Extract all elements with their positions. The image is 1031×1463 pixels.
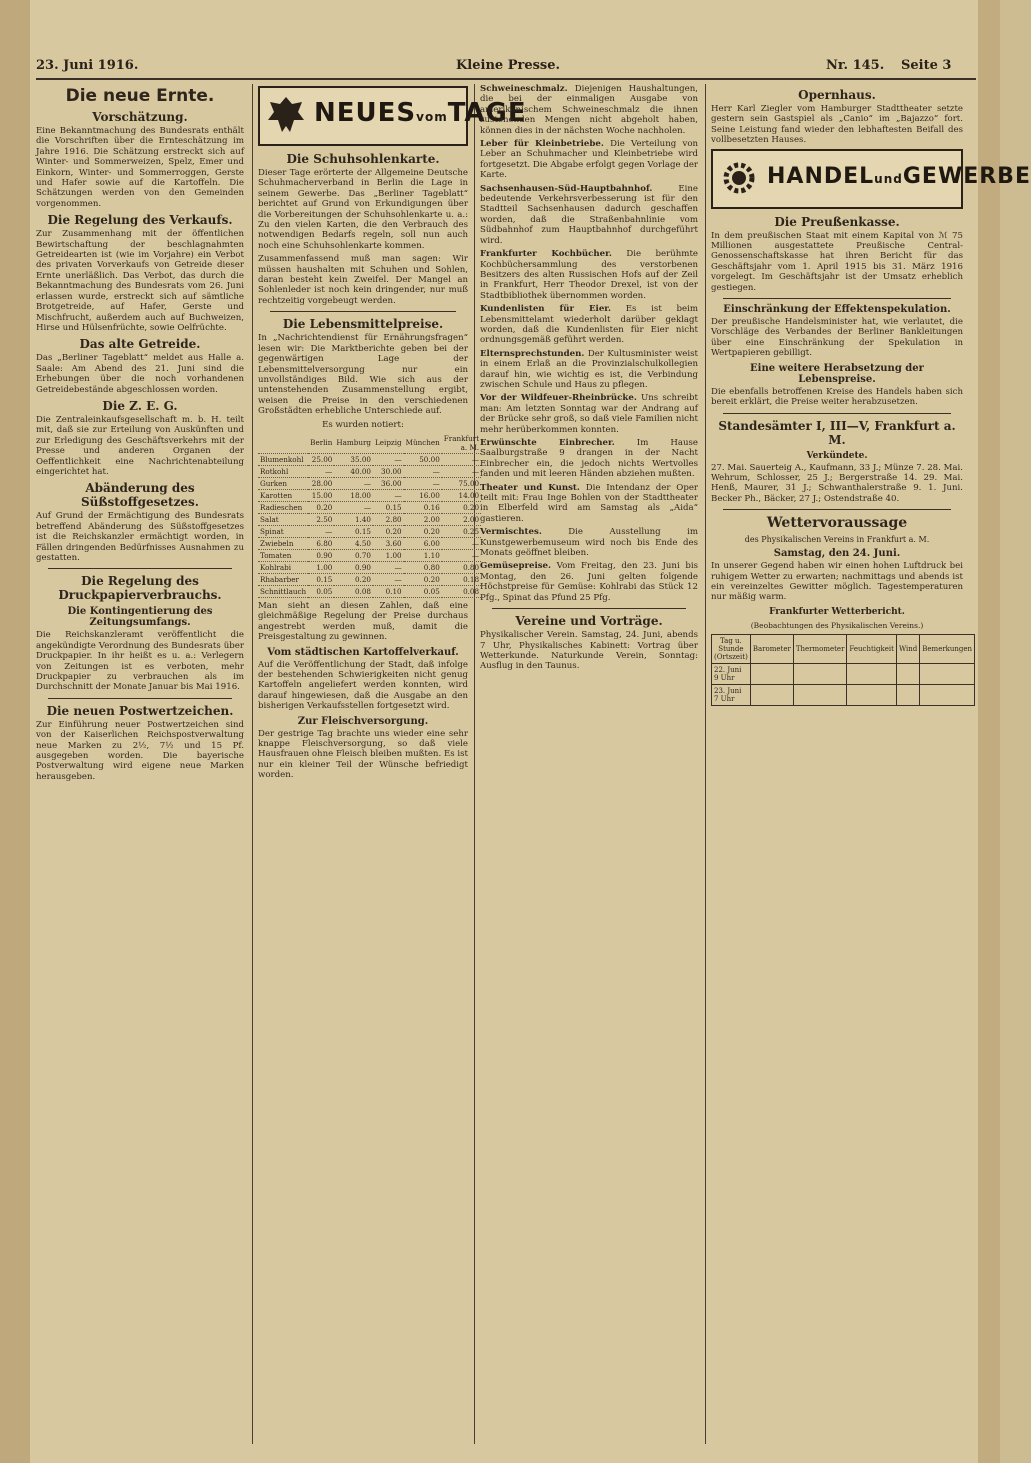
news-heading: Gemüsepreise. [480,561,552,572]
news-heading: Frankfurter Kochbücher. [480,249,612,260]
table-cell: 0.15 [308,573,334,585]
table-cell: 0.20 [334,573,373,585]
section-heading: Die neuen Postwertzeichen. [46,703,234,718]
section-heading: Die Lebensmittelpreise. [282,317,444,332]
table-cell: 22. Juni 9 Uhr [712,663,751,684]
table-cell: 3.60 [373,537,404,549]
column-rule [705,84,706,1444]
article-text: Die ebenfalls betroffenen Kreise des Handels haben sich bereit erklärt, die Preise weiter herabzusetzen. [711,386,963,408]
table-header-cell: Tag u. Stunde (Ortszeit) [712,634,751,663]
table-cell: 0.25 [442,525,481,537]
table-header-cell: Wind [896,634,919,663]
table-cell: Radieschen [258,501,308,513]
weather-row [712,663,975,684]
table-header-cell: Feuchtigkeit [847,634,897,663]
table-cell [793,684,847,705]
table-cell: — [442,465,481,477]
table-cell: Zwiebeln [258,537,308,549]
table-cell: 75.00 [442,477,481,489]
masthead-number: Nr. 145. [826,58,885,73]
table-cell: 2.00 [442,513,481,525]
table-cell: 1.00 [373,549,404,561]
table-cell: 0.20 [442,501,481,513]
article-text: Eine Bekanntmachung des Bundesrats enthält die Vorschriften über die Ernteschätzung im Jahre 1916. Die Schätzung erstreckt sich auf Winter- und Sommerweizen, Spelz, Emer und Einkorn, Winter- und Sommerroggen, Gerste und Hafer sowie auf die Kartoffeln. Die Schätzungen werden von den Gemeinden vorgenommen. [36,126,244,209]
article-text: Zur Zusammenhang mit der öffentlichen Bewirtschaftung der beschlagnahmten Getreidearten ist (wie im Vorjahre) ein Verbot des privaten Vorverkaufs von Getreide dieser Ernte unerläßlich. Das Verbot, das durch die Bekanntmachung des Bundesrats vom 26. Juni erlassen wurde, erstreckt sich auf sämtliche Brotgetreide, auf Hafer, Gerste und Mischfrucht, außerdem auch auf Buchweizen, Hirse und Hülsenfrüchte, sowie Oelfrüchte. [36,229,244,333]
weather-row [712,684,975,705]
price-row [258,453,481,465]
table-cell: 2.80 [373,513,404,525]
table-cell: 0.90 [334,561,373,573]
table-cell: Spinat [258,525,308,537]
column-1 [36,84,244,1444]
table-header-cell: Leipzig [373,433,404,454]
table-cell: 6.80 [308,537,334,549]
table-header-cell [258,433,308,454]
table-cell: 0.16 [404,501,442,513]
handel-und-gewerbe-banner [711,149,1031,209]
price-row [258,525,481,537]
news-heading: Schweineschmalz. [480,84,568,94]
table-cell: — [308,465,334,477]
article-text: Der gestrige Tag brachte uns wieder eine sehr knappe Fleischversorgung, so daß viele Hausfrauen ohne Fleisch bleiben mußten. Es ist nur ein kleiner Teil der Wünsche befriedigt worden. [258,728,468,781]
divider [723,298,951,299]
divider [270,311,456,312]
article-text: Die Reichskanzleramt veröffentlicht die angekündigte Verordnung des Bundesrats über Druckpapier. In ihr heißt es u. a.: Verlegern von Zeitungen ist es verboten, mehr Druckpapier zu verbrauchen als im Durchschnitt der Monate Januar bis Mai 1916. [36,630,244,693]
article-text: Das „Berliner Tageblatt“ meldet aus Halle a. Saale: Am Abend des 21. Juni sind die Erhebungen über die noch vorhandenen Getreidebestände abgeschlossen worden. [36,353,244,395]
table-cell [896,663,919,684]
news-text: Die berühmte Kochbüchersammlung des verstorbenen Besitzers des alten Russischen Hofs auf der Zeil in Frankfurt, Herr Theodor Drexel, ist von der Stadtbibliothek übernommen worden. [480,249,698,301]
table-cell: 28.00 [308,477,334,489]
table-header-cell: Hamburg [334,433,373,454]
news-text: Eine bedeutende Verkehrsverbesserung ist für den Stadtteil Sachsenhausen dadurch geschaffen worden, daß die Straßenbahnlinie vom Südbahnhof zum Hauptbahnhof durchgeführt wird. [480,183,698,246]
eagle-emblem-icon [266,94,306,136]
divider [723,509,951,510]
news-heading: Kundenlisten für Eier. [480,304,612,315]
section-heading: Die Z. E. G. [102,398,178,413]
news-text: Die Intendanz der Oper teilt mit: Frau Inge Bohlen von der Stadttheater in Elberfeld wird am Samstag als „Aida“ gastieren. [480,482,699,524]
price-row [258,501,481,513]
table-cell: 0.15 [373,501,404,513]
neues-vom-tage-banner [258,86,527,146]
price-row [258,549,481,561]
table-cell: 0.05 [308,585,334,597]
gear-emblem-icon [719,157,759,199]
table-header-cell: Frankfurt a. M. [443,433,480,452]
forecast-date: Samstag, den 24. Juni. [773,548,901,560]
news-heading: Erwünschte Einbrecher. [480,438,615,448]
news-heading: Elternsprechstunden. [480,348,585,359]
news-heading: Sachsenhausen-Süd-Hauptbahnhof. [480,183,653,194]
section-heading: Eine weitere Herabsetzung der Lebenspreise. [750,362,924,385]
news-heading: Leber für Kleinbetriebe. [480,139,604,150]
table-cell: 0.08 [442,585,481,597]
table-cell: 23. Juni 7 Uhr [712,684,751,705]
masthead-page: Seite 3 [901,58,952,73]
section-heading: Abänderung des Süßstoffgesetzes. [80,481,199,510]
table-cell: 6.00 [404,537,442,549]
table-cell: 50.00 [404,453,442,465]
section-heading: Frankfurter Wetterbericht. [769,606,905,617]
table-cell: 35.00 [334,453,373,465]
table-cell: Gurken [258,477,308,489]
section-heading: Einschränkung der Effektenspekulation. [723,304,951,316]
table-cell: 30.00 [373,465,404,477]
price-row [258,561,481,573]
table-cell: 0.80 [404,561,442,573]
table-cell [920,663,975,684]
section-heading: Die Regelung des Druckpapierverbrauchs. [58,574,222,603]
table-cell: 0.80 [442,561,481,573]
article-text: Zusammenfassend muß man sagen: Wir müssen haushalten mit Schuhen und Sohlen, daran besteht kein Zweifel. Der Mangel an Sohlenleder ist noch kein dringender, nur muß rechtzeitig vorgebeugt werden. [258,254,468,306]
masthead [36,56,976,80]
news-text: Die Verteilung von Leber an Schuhmacher und Kleinbetriebe wird fortgesetzt. Die Abgabe erfolgt gegen Vorlage der Karte. [480,139,699,181]
section-subheading: (Beobachtungen des Physikalischen Vereins.) [750,620,924,630]
article-text: Auf die Veröffentlichung der Stadt, daß infolge der bestehenden Schwierigkeiten nicht genug Kartoffeln angeliefert werden konnten, wird darauf hingewiesen, daß die Ausgabe an den bisherigen Verkaufsstellen fortgesetzt wird. [258,659,468,712]
table-cell: — [334,501,373,513]
section-subheading: Die Kontingentierung des Zeitungsumfangs. [67,606,213,629]
banner-text: NEUESvomTAGE [314,98,527,128]
price-row [258,489,481,501]
table-header-cell: München [404,433,442,454]
table-header-cell: Barometer [750,634,793,663]
table-cell: 0.70 [334,549,373,561]
table-cell: 2.50 [308,513,334,525]
table-cell: Blumenkohl [258,453,308,465]
table-cell: Rotkohl [258,465,308,477]
news-text: Der Kultusminister weist in einem Erlaß an die Provinzialschulkollegien darauf hin, wie wichtig es ist, die Verbindung zwischen Schule und Haus zu pflegen. [480,348,698,390]
table-cell: Rhabarber [258,573,308,585]
section-subheading: Verkündete. [806,450,868,461]
section-heading: Vorschätzung. [92,110,188,124]
section-heading: Vereine und Vorträge. [515,614,663,629]
table-cell [793,663,847,684]
table-cell: — [373,453,404,465]
divider [48,568,232,569]
table-cell: 18.00 [334,489,373,501]
table-cell: — [373,561,404,573]
table-cell: 0.05 [404,585,442,597]
table-cell: 14.00 [442,489,481,501]
table-cell: — [334,477,373,489]
column-4 [711,84,1031,1444]
table-cell: 2.00 [404,513,442,525]
table-cell: 1.00 [308,561,334,573]
table-cell [847,663,897,684]
article-text: Der preußische Handelsminister hat, wie verlautet, die Vorschläge des Verbandes der Berliner Bankleitungen über eine Einschränkung der Spekulation in Wertpapieren gebilligt. [711,317,963,359]
table-caption: Es wurden notiert: [322,419,404,430]
news-text: Diejenigen Haushaltungen, die bei der einmaligen Ausgabe von amerikanischem Schweineschmalz die ihnen zustehenden Mengen nicht abgeholt haben, können dies in der nächsten Woche nachholen. [480,84,698,136]
table-cell [750,684,793,705]
news-text: Es ist beim Lebensmittelamt wiederholt darüber geklagt worden, daß die Kundenlisten für Eier nicht ordnungsgemäß geführt werden. [480,304,699,346]
column-rule [474,84,475,1444]
price-row [258,513,481,525]
table-cell [847,684,897,705]
article-text: 27. Mai. Sauerteig A., Kaufmann, 33 J.; Münze 7. 28. Mai. Wehrum, Schlosser, 25 J.; Bergerstraße 14. 29. Mai. Henß, Maurer, 31 J.; Schwanthalerstraße 9. 1. Juni. Becker Ph., Bäcker, 27 J.; Ostendstraße 40. [711,462,964,504]
article-title: Die neue Ernte. [65,86,215,106]
divider [723,413,951,414]
table-cell: 15.00 [308,489,334,501]
table-cell: — [442,453,481,465]
table-cell: 25.00 [308,453,334,465]
table-cell: 16.00 [404,489,442,501]
table-header-cell: Bemerkungen [920,634,975,663]
table-cell: — [373,489,404,501]
table-cell: 0.20 [373,525,404,537]
table-cell: 0.10 [373,585,404,597]
price-table [258,433,481,598]
article-text: Auf Grund der Ermächtigung des Bundesrats betreffend Abänderung des Süßstoffgesetzes ist die Reichskanzler ermächtigt worden, in Fällen dringenden Bedürfnisses Ausnahmen zu gestatten. [36,511,244,563]
table-header-cell: Thermometer [793,634,847,663]
article-text: Dieser Tage erörterte der Allgemeine Deutsche Schuhmacherverband in Berlin die Lage in seinem Gewerbe. Das „Berliner Tageblatt“ berichtet auf Grund von Erkundigungen über die Vorbereitungen der Schuhsohlenkarte u. a.: Zu den vielen Karten, die den Verbrauch des notwendigen Bedarfs regeln, soll nun auch noch eine Schuhsohlenkarte kommen. [258,168,468,251]
news-text: Vom Freitag, den 23. Juni bis Montag, den 26. Juni gelten folgende Höchstpreise für Gemüse: Kohlrabi das Stück 12 Pfg., Spinat das Pfund 25 Pfg. [480,561,699,603]
table-cell: 0.90 [308,549,334,561]
table-cell: — [404,465,442,477]
masthead-date: 23. Juni 1916. [36,58,139,73]
table-cell: Salat [258,513,308,525]
binding-gutter [0,0,30,1463]
price-row [258,537,481,549]
table-cell: 36.00 [373,477,404,489]
banner-text: HANDELundGEWERBE [767,163,1031,189]
article-text: Die Zentraleinkaufsgesellschaft m. b. H. teilt mit, daß sie zur Erteilung von Auskünften und zur Erledigung des Geschäftsverkehrs mit der Presse und anderen Organen der Oeffentlichkeit eine Nachrichtenabteilung eingerichtet hat. [36,414,244,477]
table-cell: 1.40 [334,513,373,525]
table-cell: Kohlrabi [258,561,308,573]
table-cell: 4.50 [334,537,373,549]
news-heading: Theater und Kunst. [480,482,580,493]
divider [492,608,686,609]
news-text: Im Hause Saalburgstraße 9 drangen in der Nacht Einbrecher ein, die jedoch nichts Wertvolles fanden und mit leeren Händen abziehen mußten. [480,438,699,480]
weather-table [711,634,975,706]
table-cell: Karotten [258,489,308,501]
price-row [258,573,481,585]
news-heading: Vor der Wildfeuer-Rheinbrücke. [480,393,637,404]
price-row [258,585,481,597]
table-cell: 0.08 [334,585,373,597]
table-cell: — [442,537,481,549]
table-cell: 0.18 [442,573,481,585]
section-heading: Standesämter I, III—V, Frankfurt a. M. [718,418,956,447]
price-row [258,465,481,477]
table-cell: 0.20 [308,501,334,513]
table-cell [896,684,919,705]
article-text: Herr Karl Ziegler vom Hamburger Stadttheater setzte gestern sein Gastspiel als „Canio“ im „Bajazzo“ fort. Seine Leistung fand wieder den lebhaftesten Beifall des vollbesetzten Hauses. [711,104,963,146]
table-cell: Tomaten [258,549,308,561]
table-cell: — [308,525,334,537]
article-text: In unserer Gegend haben wir einen hohen Luftdruck bei ruhigem Wetter zu erwarten; nachmittags und abends ist ein vereinzeltes Gewitter möglich. Tagestemperaturen nur mäßig warm. [711,561,963,603]
table-cell: Schnittlauch [260,586,307,596]
table-cell: 0.20 [404,525,442,537]
article-text: Zur Einführung neuer Postwertzeichen sind von der Kaiserlichen Reichspostverwaltung neue Marken zu 2½, 7½ und 15 Pf. ausgegeben worden. Die bayerische Postverwaltung wird eigene neue Marken herausgeben. [36,719,244,782]
article-text: In „Nachrichtendienst für Ernährungsfragen“ lesen wir: Die Marktberichte geben bei der gegenwärtigen Lage der Lebensmittelversorgung nur ein unvollständiges Bild. Wie sich aus der untenstehenden Zusammenstellung ergibt, weisen die Preise in den verschiedenen Großstädten erhebliche Unterschiede auf. [258,333,468,417]
column-rule [252,84,253,1444]
section-heading: Opernhaus. [798,88,876,102]
table-header-cell: Berlin [308,433,334,454]
divider [48,698,232,699]
article-text: Physikalischer Verein. Samstag, 24. Juni, abends 7 Uhr, Physikalisches Kabinett: Vortrag über Wetterkunde. Naturkunde Verein, Sonntag: Ausflug in den Taunus. [480,630,698,672]
article-text: Man sieht an diesen Zahlen, daß eine gleichmäßige Regelung der Preise durchaus angestrebt werden muß, damit die Preisgestaltung zu gewinnen. [258,600,468,643]
section-heading: Wettervoraussage [766,515,908,532]
table-cell [920,684,975,705]
table-cell: — [442,549,481,561]
column-3 [480,84,698,1444]
table-cell: 0.20 [404,573,442,585]
section-heading: Das alte Getreide. [79,337,201,352]
table-cell: — [404,477,442,489]
table-cell: 0.15 [334,525,373,537]
price-row [258,477,481,489]
section-heading: Die Regelung des Verkaufs. [47,213,233,228]
table-cell: — [373,573,404,585]
table-cell [750,663,793,684]
article-text: In dem preußischen Staat mit einem Kapital von ℳ 75 Millionen ausgestattete Preußische Central-Genossenschaftskasse hat ihren Bericht für das Geschäftsjahr vom 1. April 1915 bis 31. März 1916 vorgelegt. Im Geschäftsjahr ist der Umsatz erheblich gestiegen. [711,230,963,293]
table-cell: 1.10 [404,549,442,561]
news-text: Die Ausstellung im Kunstgewerbemuseum wird noch bis Ende des Monats geöffnet bleiben. [480,527,698,559]
section-heading: Vom städtischen Kartoffelverkauf. [267,646,459,658]
table-cell: 40.00 [334,465,373,477]
news-heading: Vermischtes. [480,527,542,538]
page-edge [978,0,1000,1463]
section-subheading: des Physikalischen Vereins in Frankfurt a. M. [744,535,930,545]
section-heading: Die Schuhsohlenkarte. [286,152,440,166]
news-text: Uns schreibt man: Am letzten Sonntag war der Andrang auf der Brücke sehr groß, so daß viele Familien nicht mehr herüberkommen konnten. [480,393,698,435]
masthead-paper: Kleine Presse. [456,58,561,73]
section-heading: Die Preußenkasse. [774,214,900,229]
section-heading: Zur Fleischversorgung. [297,715,429,727]
